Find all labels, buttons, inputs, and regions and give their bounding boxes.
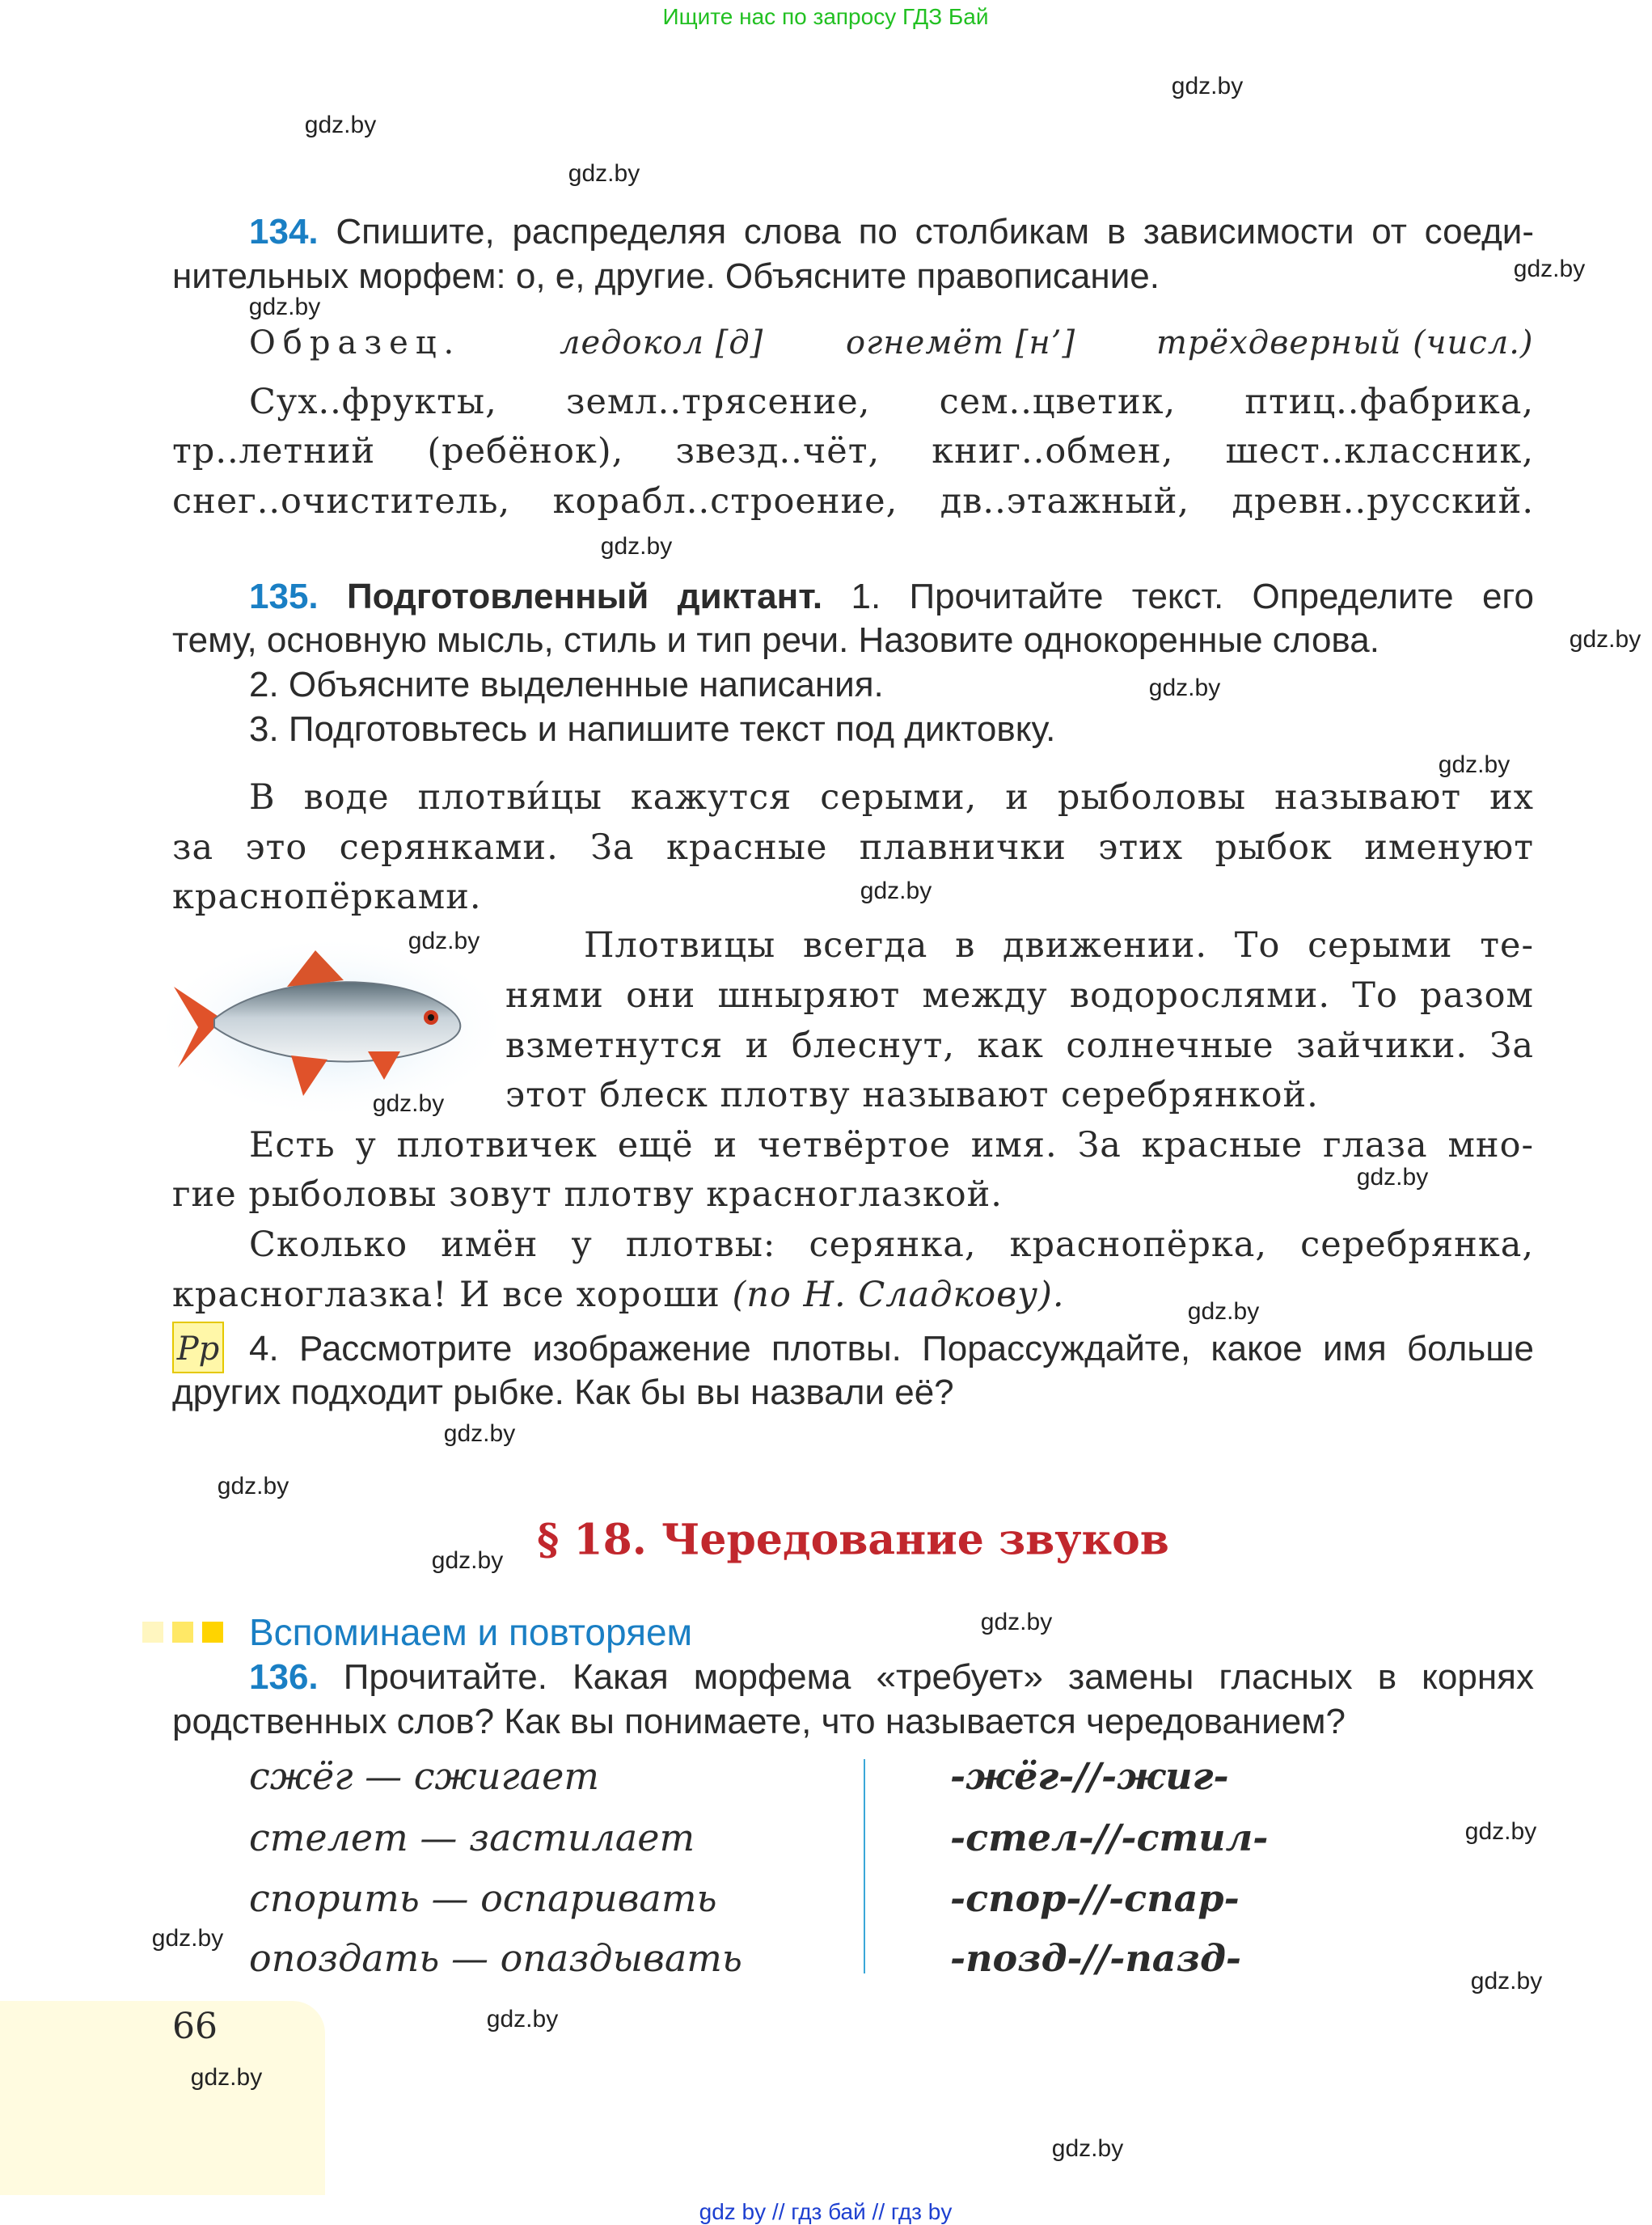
dictation-line: гие рыболовы зовут плотву красноглазкой. bbox=[172, 1174, 1003, 1215]
top-search-note: Ищите нас по запросу ГДЗ Бай bbox=[662, 4, 989, 29]
watermark: gdz.by bbox=[860, 878, 932, 904]
source-citation: (по Н. Сладкову). bbox=[732, 1275, 1065, 1315]
dictation-line: взметнутся и блеснут, как солнечные зайчики. За bbox=[505, 1026, 1534, 1066]
dictation-line: краснопёрками. bbox=[172, 877, 482, 917]
ex135-task-text: 1. Прочитайте текст. Определите его bbox=[851, 577, 1534, 616]
watermark: gdz.by bbox=[1356, 1164, 1429, 1191]
section-heading: § 18. Чередование звуков bbox=[537, 1515, 1169, 1565]
root-alternation: -спор-//-спар- bbox=[950, 1876, 1240, 1920]
ex135-number: 135. bbox=[249, 577, 319, 616]
ex136-task-text: Прочитайте. Какая морфема «требует» замены гласных в корнях bbox=[343, 1657, 1534, 1697]
word-pair: сжёг — сжигает bbox=[249, 1754, 599, 1798]
dictation-line: Плотвицы всегда в движении. То серыми те- bbox=[584, 925, 1534, 966]
page-number: 66 bbox=[172, 2006, 218, 2047]
ex134-words-line: тр..летний (ребёнок), звезд..чёт, книг..обмен, шест..классник, bbox=[172, 431, 1534, 472]
ex135-task4-line: 4. Рассмотрите изображение плотвы. Порассуждайте, какое имя больше bbox=[249, 1329, 1534, 1368]
root-alternation: -стел-//-стил- bbox=[950, 1816, 1269, 1859]
watermark: gdz.by bbox=[248, 294, 321, 320]
sample-label: Образец. bbox=[249, 324, 462, 362]
ex134-words-line: снег..очиститель, корабл..строение, дв..этажный, древн..русский. bbox=[172, 481, 1534, 522]
root-alternation: -позд-//-пазд- bbox=[950, 1936, 1242, 1980]
ex135-task-line: тему, основную мысль, стиль и тип речи. Назовите однокоренные слова. bbox=[172, 620, 1379, 660]
ex136-number: 136. bbox=[249, 1657, 319, 1697]
decor-square bbox=[142, 1622, 163, 1643]
decor-square bbox=[172, 1622, 193, 1643]
ex135-task-line: 2. Объясните выделенные написания. bbox=[249, 665, 884, 704]
watermark: gdz.by bbox=[1470, 1968, 1543, 1994]
watermark: gdz.by bbox=[151, 1925, 224, 1952]
word-pair: спорить — оспаривать bbox=[249, 1876, 717, 1920]
watermark: gdz.by bbox=[1513, 256, 1586, 282]
sample-word-1: ледокол [д] bbox=[560, 324, 764, 362]
watermark: gdz.by bbox=[1187, 1298, 1260, 1325]
ex135-task4-line: других подходит рыбке. Как бы вы назвали её? bbox=[172, 1373, 954, 1412]
page-number-box bbox=[0, 2001, 325, 2195]
dictation-text: красноглазка! И все хороши bbox=[172, 1275, 720, 1315]
watermark: gdz.by bbox=[1438, 751, 1510, 778]
word-pair: стелет — застилает bbox=[249, 1816, 695, 1859]
sample-word-2: огнемёт [н’] bbox=[846, 324, 1076, 362]
watermark: gdz.by bbox=[1569, 626, 1641, 653]
dictation-line: нями они шныряют между водорослями. То разом bbox=[505, 975, 1534, 1016]
watermark: gdz.by bbox=[1464, 1818, 1537, 1845]
watermark: gdz.by bbox=[486, 2006, 559, 2033]
watermark: gdz.by bbox=[1051, 2135, 1124, 2162]
column-divider bbox=[864, 1759, 865, 1973]
sample-word-3: трёхдверный (числ.) bbox=[1156, 324, 1534, 362]
dictation-line: за это серянками. За красные плавнички этих рыбок именуют bbox=[172, 827, 1534, 868]
root-alternation: -жёг-//-жиг- bbox=[950, 1754, 1229, 1798]
roach-fish-image bbox=[166, 938, 497, 1116]
watermark: gdz.by bbox=[1148, 675, 1221, 701]
dictation-line bbox=[172, 1269, 1534, 1321]
ex134-words-line: Сух..фрукты, земл..трясение, сем..цветик, птиц..фабрика, bbox=[249, 382, 1534, 422]
watermark: gdz.by bbox=[600, 533, 673, 560]
watermark: gdz.by bbox=[1171, 73, 1244, 99]
dictation-line: Сколько имён у плотвы: серянка, краснопёрка, серебрянка, bbox=[249, 1225, 1534, 1265]
footer-links[interactable]: gdz by // гдз бай // гдз by bbox=[699, 2199, 953, 2224]
ex135-title: Подготовленный диктант. bbox=[346, 577, 823, 616]
watermark: gdz.by bbox=[372, 1090, 445, 1117]
recall-subheading: Вспоминаем и повторяем bbox=[249, 1611, 693, 1653]
ex134-task-line-2: нительных морфем: о, е, другие. Объясните правописание. bbox=[172, 256, 1160, 296]
dictation-line: В воде плотви́цы кажутся серыми, и рыболовы называют их bbox=[249, 777, 1534, 818]
watermark: gdz.by bbox=[190, 2064, 263, 2091]
ex134-task-text: Спишите, распределяя слова по столбикам в зависимости от соеди- bbox=[336, 212, 1534, 252]
dictation-line: этот блеск плотву называют серебрянкой. bbox=[505, 1075, 1319, 1115]
decor-square bbox=[202, 1622, 223, 1643]
ex135-task-line: 3. Подготовьтесь и напишите текст под диктовку. bbox=[249, 709, 1056, 749]
watermark: gdz.by bbox=[217, 1473, 289, 1500]
watermark: gdz.by bbox=[443, 1420, 516, 1447]
watermark: gdz.by bbox=[408, 928, 480, 954]
watermark: gdz.by bbox=[980, 1609, 1053, 1635]
word-pair: опоздать — опаздывать bbox=[249, 1936, 742, 1980]
ex136-task-line-2: родственных слов? Как вы понимаете, что называется чередованием? bbox=[172, 1702, 1346, 1741]
dictation-line: Есть у плотвичек ещё и четвёртое имя. За красные глаза мно- bbox=[249, 1125, 1534, 1165]
watermark: gdz.by bbox=[304, 112, 377, 138]
speech-development-icon: Рр bbox=[172, 1322, 224, 1373]
watermark: gdz.by bbox=[568, 160, 640, 187]
watermark: gdz.by bbox=[431, 1547, 504, 1574]
ex134-number: 134. bbox=[249, 212, 319, 252]
